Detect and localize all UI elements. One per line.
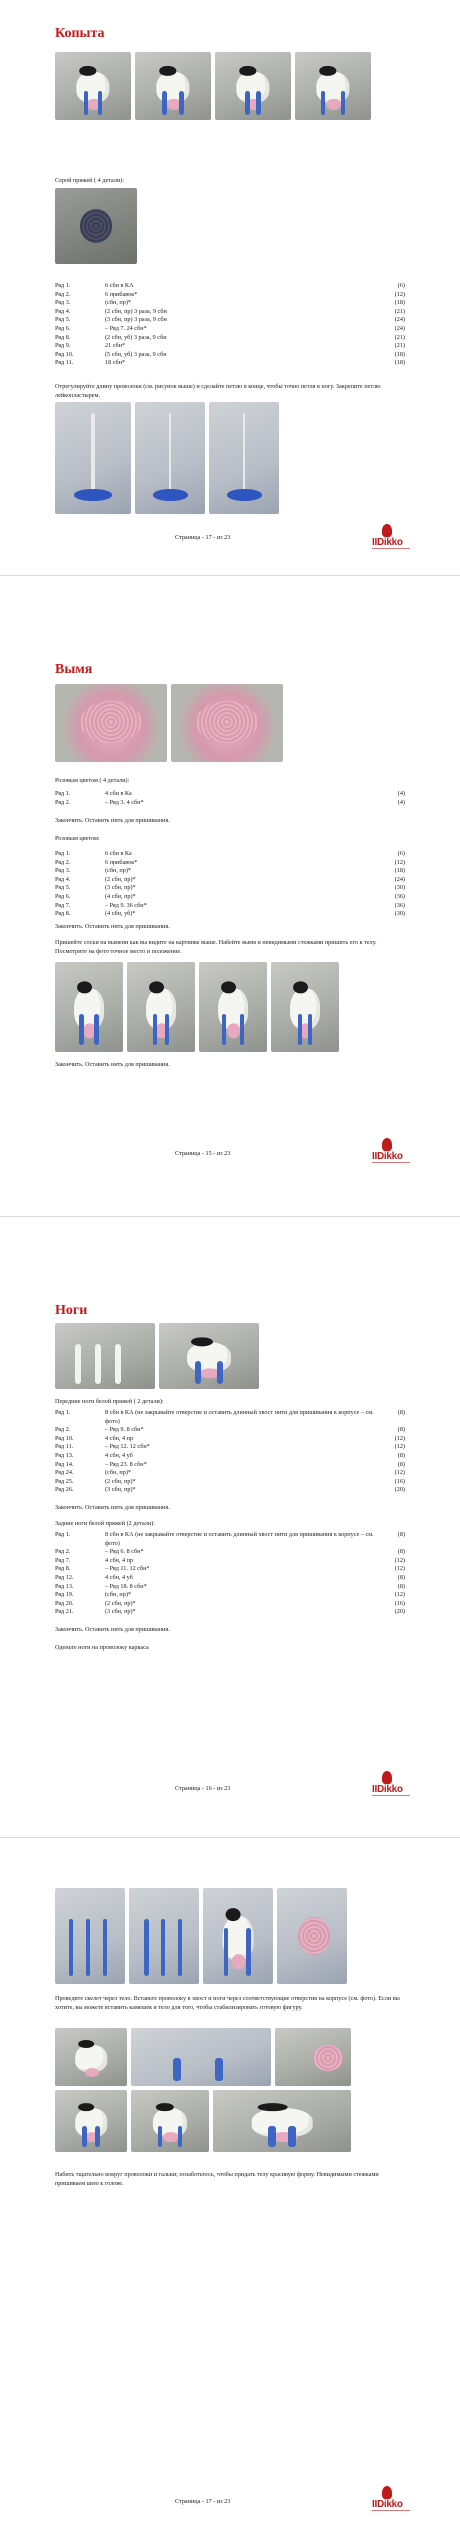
table-row: Ряд 8. – Ряд 11. 12 сбн* (12) [55, 1565, 405, 1573]
table-row: Ряд 11. – Ряд 12. 12 сбн* (12) [55, 1443, 405, 1451]
logo-figure-icon [382, 1771, 392, 1784]
logo-text: IIDikko [372, 1151, 403, 1162]
table-row: Ряд 13. – Ряд 18. 8 сбн* (8) [55, 1582, 405, 1590]
table-row: Ряд 13. 4 сбн, 4 уб (8) [55, 1451, 405, 1459]
cow-photo [215, 52, 291, 120]
assembly-photo [213, 2090, 351, 2152]
assembly-photo [131, 2090, 209, 2152]
table-row: Ряд 19. (сбн, пр)* (12) [55, 1591, 405, 1599]
section-title-udder: Вымя [55, 662, 93, 677]
table-row: Ряд 21. (3 сбн, пр)* (20) [55, 1608, 405, 1616]
udder-cow-photos [55, 962, 339, 1052]
table-row: Ряд 4. (2 сбн, пр) 3 раза, 9 сбн (21) [55, 307, 405, 315]
table-row: Ряд 2. – Ряд 6. 8 сбн* (8) [55, 1548, 405, 1556]
assembly-note-a: Проведите скелет через тело. Вставьте проволоку в хвост и ноги через соответствующие отверстия на корпусе (см. фото). Если вы хотите, вы можете вставить камешек в тело для того, чтобы стабилизировать готовую фигуру. [55, 1995, 400, 2011]
cow-photo [271, 962, 339, 1052]
wire-photo [209, 402, 279, 514]
hooves-rows [55, 282, 405, 368]
udder-rows-b [55, 850, 405, 919]
logo-text: IIDikko [372, 1784, 403, 1795]
legs-photo-strip [55, 1323, 259, 1389]
legs-rows-a [55, 1409, 405, 1495]
hoof-photo-image [55, 188, 137, 264]
table-row: Ряд 2. 6 прибавок* (12) [55, 858, 405, 866]
table-row: Ряд 7. – Ряд 9. 36 сбн* (36) [55, 901, 405, 909]
table-row: Ряд 1. 6 сбн в КА (6) [55, 282, 405, 289]
table-row: Ряд 24. (сбн, пр)* (12) [55, 1469, 405, 1477]
dikko-logo [372, 2486, 410, 2512]
cow-photo [127, 962, 195, 1052]
udder-intro-b: Розовым цветом: [55, 835, 100, 842]
cow-photo [159, 1323, 259, 1389]
table-row: Ряд 4. (2 сбн, пр)* (24) [55, 875, 405, 883]
logo-figure-icon [382, 1138, 392, 1151]
udder-finish-a: Закончить. Оставить нить для пришивания. [55, 817, 170, 824]
udder-note: Пришейте соски на вымени как вы видите на картинке выше. Набейте вымя и невидимыми стежками пришить его к телу. Посмотрите на фото точное место и положение. [55, 939, 377, 955]
assembly-photo [275, 2028, 351, 2086]
table-row: Ряд 7. 4 сбн, 4 пр (12) [55, 1556, 405, 1564]
legs-photo [55, 1323, 155, 1389]
table-row: Ряд 1. 6 сбн в Ка (6) [55, 850, 405, 857]
table-row: Ряд 8. (4 сбн, уб)* (30) [55, 910, 405, 918]
udder-rows-a [55, 790, 405, 807]
table-row: Ряд 25. (2 сбн, пр)* (16) [55, 1477, 405, 1485]
assembly-photo [55, 2028, 127, 2086]
cow-photo [199, 962, 267, 1052]
table-row: Ряд 1. 8 сбн в КА (не закрывайте отверстие и оставить длинный хвост нити для пришивания к корпусе – см. фото) (8) [55, 1531, 405, 1547]
table-row: Ряд 1. 8 сбн в КА (не закрывайте отверстие и оставить длинный хвост нити для пришивания к корпусе – см. фото) (8) [55, 1409, 405, 1425]
assembly-photos-row-1 [55, 2028, 351, 2086]
table-row: Ряд 2. – Ряд 9. 8 сбн* (8) [55, 1426, 405, 1434]
table-row: Ряд 5. (3 сбн, пр) 3 раза, 9 сбн (24) [55, 316, 405, 324]
skeleton-photo [203, 1888, 273, 1984]
table-row: Ряд 5. (3 сбн, пр)* (30) [55, 884, 405, 892]
page-number: Страница - 17 - из 23 [175, 534, 231, 541]
table-row: Ряд 10. 4 сбн, 4 пр (12) [55, 1434, 405, 1442]
logo-figure-icon [382, 2486, 392, 2499]
table-row: Ряд 2. 6 прибавок* (12) [55, 290, 405, 298]
assembly-skeleton-photos [55, 1888, 347, 1984]
table-row: Ряд 6. – Ряд 7. 24 сбн* (24) [55, 324, 405, 332]
table-row: Ряд 8. (2 сбн, уб) 3 раза, 9 сбн (21) [55, 333, 405, 341]
table-row: Ряд 6. (4 сбн, пр)* (36) [55, 892, 405, 900]
assembly-photo [131, 2028, 271, 2086]
page-udder [0, 576, 460, 1216]
skeleton-photo [55, 1888, 125, 1984]
udder-photo [55, 684, 167, 762]
hooves-photo-strip [55, 52, 371, 120]
table-row: Ряд 14. – Ряд 23. 8 сбн* (8) [55, 1460, 405, 1468]
table-row: Ряд 3. (сбн, пр)* (18) [55, 299, 405, 307]
table-row: Ряд 26. (3 сбн, пр)* (20) [55, 1486, 405, 1494]
legs-intro: Передние ноги белой пряжей ( 2 детали): [55, 1398, 164, 1405]
hooves-wire-photos [55, 402, 279, 514]
logo-figure-icon [382, 524, 392, 537]
page-number: Страница - 15 - из 23 [175, 1150, 231, 1157]
assembly-note-b: Набить тщательно вокруг проволоки и гальки; позаботьтесь, чтобы придать телу красивую форму. Невидимыми стежками пришиваем шею к голове. [55, 2171, 379, 2187]
skeleton-photo [129, 1888, 199, 1984]
table-row: Ряд 1. 4 сбн в Ка (4) [55, 790, 405, 797]
hooves-note: Отрегулируйте длину проволоки (см. рисунок выше) и сделайте петлю в конце, чтобы точно петля в ногу. Закрепите петлю лейкопластырем. [55, 383, 381, 399]
cow-photo [55, 52, 131, 120]
page-number: Страница - 17 - из 23 [175, 2498, 231, 2505]
section-title-hooves: Копыта [55, 26, 105, 41]
legs-finish-a: Закончить. Оставить нить для пришивания. [55, 1504, 170, 1511]
cow-photo [135, 52, 211, 120]
udder-finish-b: Закончить. Оставить нить для пришивания. [55, 923, 170, 930]
table-row: Ряд 20. (2 сбн, пр)* (16) [55, 1599, 405, 1607]
udder-photo [171, 684, 283, 762]
cow-photo [295, 52, 371, 120]
table-row: Ряд 9. 21 сбн* (21) [55, 342, 405, 350]
section-title-legs: Ноги [55, 1303, 88, 1318]
page-legs [0, 1217, 460, 1837]
legs-finish-b: Закончить. Оставить нить для пришивания. [55, 1626, 170, 1633]
table-row: Ряд 12. 4 сбн, 4 уб (8) [55, 1573, 405, 1581]
udder-intro: Розовым цветом ( 4 детали): [55, 777, 130, 784]
udder-finish-c: Закончить. Оставить нить для пришивания. [55, 1061, 170, 1068]
dikko-logo [372, 1138, 410, 1164]
table-row: Ряд 11. 18 сбн* (18) [55, 359, 405, 367]
table-row: Ряд 2. – Ряд 3. 4 сбн* (4) [55, 798, 405, 806]
table-row: Ряд 10. (5 сбн, уб) 3 раза, 9 сбн (18) [55, 350, 405, 358]
assembly-photo [55, 2090, 127, 2152]
legs-note: Оденьте ноги на проволоку каркаса [55, 1644, 149, 1651]
dikko-logo [372, 1771, 410, 1797]
page-assembly [0, 1838, 460, 2521]
logo-text: IIDikko [372, 2499, 403, 2510]
dikko-logo [372, 524, 410, 550]
assembly-photos-row-2 [55, 2090, 351, 2152]
table-row: Ряд 3. (сбн, пр)* (18) [55, 867, 405, 875]
skeleton-photo [277, 1888, 347, 1984]
hooves-intro: Серой пряжей ( 4 детали): [55, 177, 124, 184]
udder-photo-strip [55, 684, 283, 762]
legs-intro-b: Задние ноги белой пряжей (2 детали): [55, 1520, 155, 1527]
legs-rows-b [55, 1531, 405, 1617]
cow-photo [55, 962, 123, 1052]
page-hooves [0, 0, 460, 575]
page-number: Страница - 16 - из 23 [175, 1785, 231, 1792]
wire-photo [135, 402, 205, 514]
wire-photo [55, 402, 131, 514]
logo-text: IIDikko [372, 537, 403, 548]
hoof-photo [55, 188, 137, 264]
